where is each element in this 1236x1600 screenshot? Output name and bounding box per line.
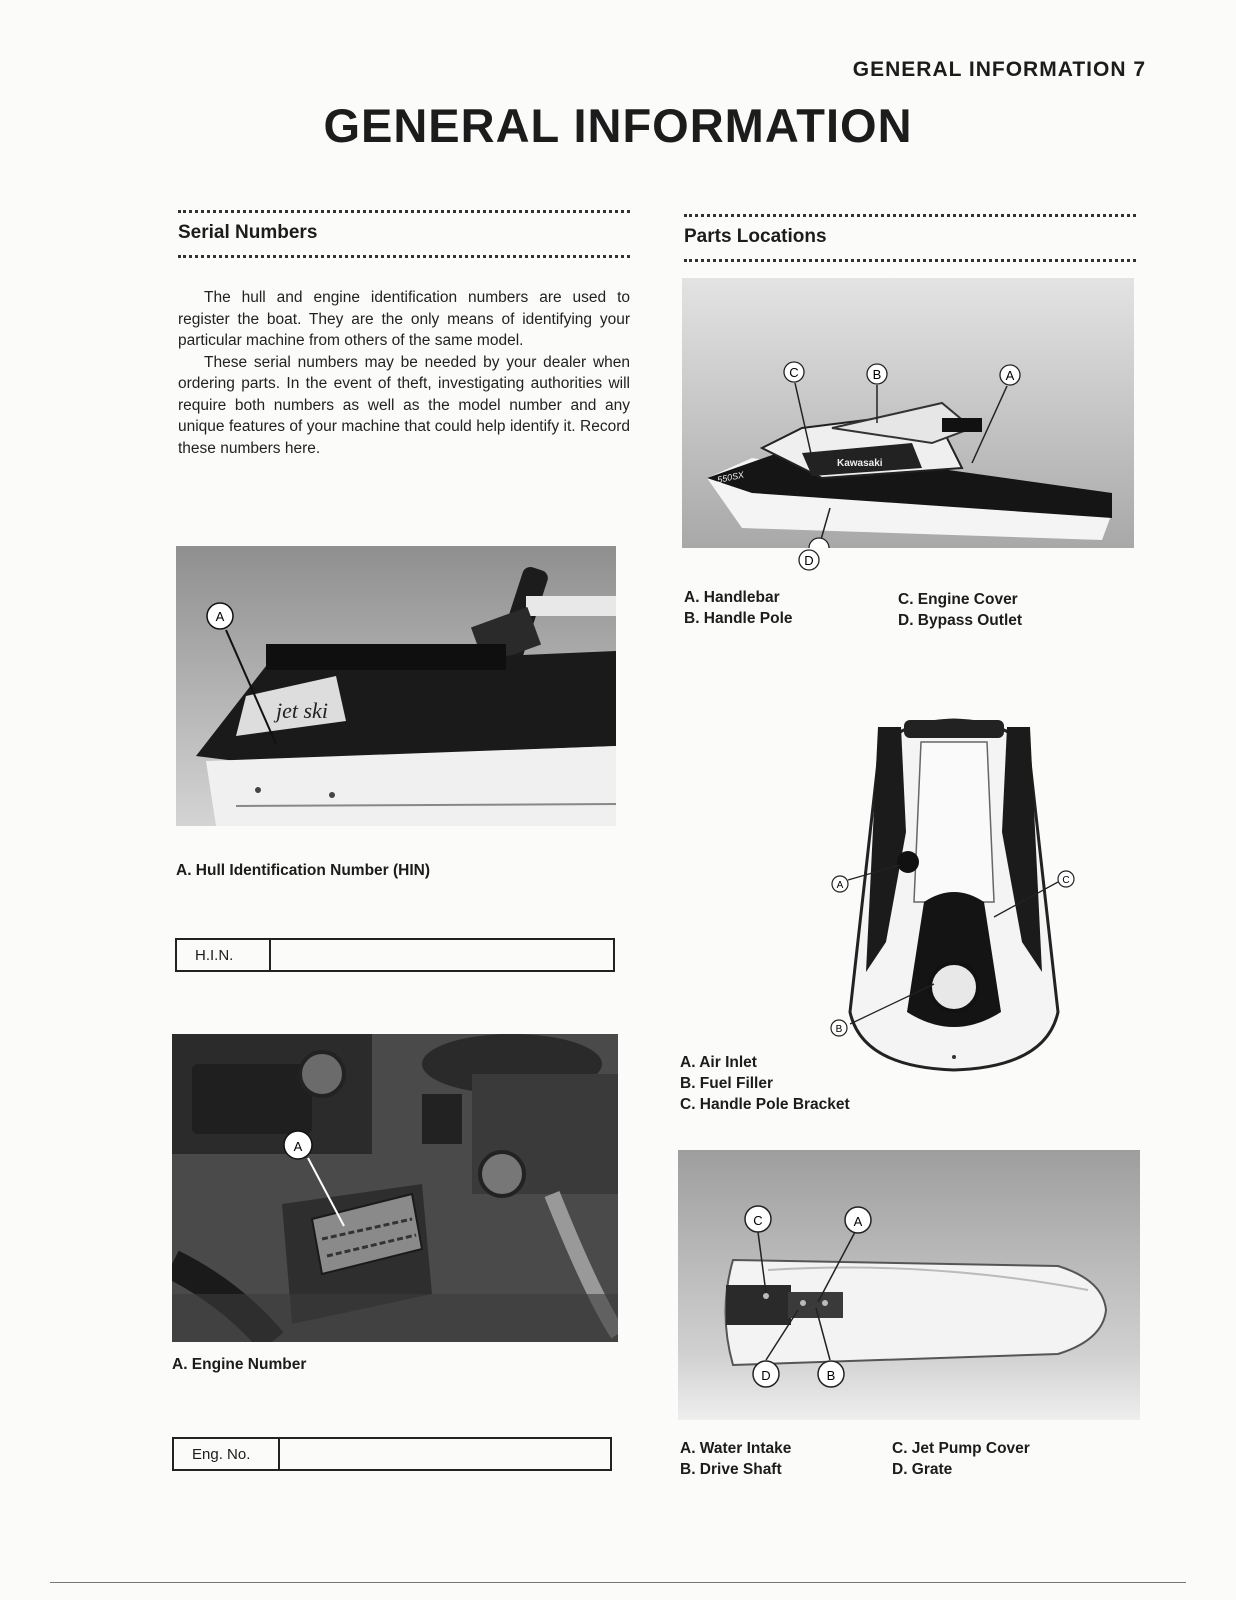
- legend-handle-pole-bracket: C. Handle Pole Bracket: [680, 1096, 850, 1113]
- engine-record-box: [172, 1437, 612, 1471]
- serial-numbers-text: [178, 287, 630, 459]
- engine-record-field[interactable]: [280, 1439, 610, 1469]
- serial-numbers-heading: Serial Numbers: [178, 210, 630, 258]
- bottom-view-legend-right: [892, 1438, 1030, 1480]
- legend-grate: D. Grate: [892, 1461, 953, 1478]
- parts-locations-heading: Parts Locations: [684, 214, 1136, 262]
- engine-callout-a: A: [293, 1139, 303, 1154]
- hin-record-box: [175, 938, 615, 972]
- legend-air-inlet: A. Air Inlet: [680, 1054, 757, 1071]
- engine-caption: A. Engine Number: [172, 1356, 307, 1373]
- serial-numbers-paragraph-2: These serial numbers may be needed by your dealer when ordering parts. In the event of theft, investigating authorities will require both numbers as well as the model number and any unique features of your machine that could help identify it. Record these numbers here.: [178, 353, 630, 457]
- top-view-legend: [680, 1052, 850, 1115]
- bottom-view-callout-c: C: [753, 1213, 763, 1228]
- side-view-brand-decal: Kawasaki: [837, 458, 883, 469]
- side-view-callout-a: A: [1005, 368, 1015, 383]
- side-view-callout-b: B: [872, 367, 882, 382]
- hin-record-label: H.I.N.: [177, 940, 271, 970]
- hin-record-field[interactable]: [271, 940, 613, 970]
- bottom-view-callout-d: D: [761, 1368, 771, 1383]
- legend-jet-pump-cover: C. Jet Pump Cover: [892, 1440, 1030, 1457]
- bottom-view-legend-left: [680, 1438, 791, 1480]
- engine-number-photo: [172, 1034, 618, 1342]
- side-view-callout-d-marker: [794, 546, 824, 576]
- serial-numbers-paragraph-1: The hull and engine identification numbers are used to register the boat. They are the only means of identifying your particular machine from others of the same model.: [178, 289, 630, 349]
- engine-record-label: Eng. No.: [174, 1439, 280, 1469]
- bottom-view-callout-a: A: [853, 1214, 863, 1229]
- hin-location-photo: [176, 546, 616, 826]
- top-view-photo: [826, 712, 1082, 1074]
- side-view-callout-d: D: [804, 553, 814, 568]
- bottom-view-photo: [678, 1150, 1140, 1420]
- legend-handle-pole: B. Handle Pole: [684, 610, 793, 627]
- side-view-model-decal: 550SX: [716, 469, 745, 485]
- side-view-legend-right: [898, 589, 1022, 631]
- top-view-callout-b: B: [835, 1024, 843, 1035]
- page-title: GENERAL INFORMATION: [323, 99, 913, 152]
- legend-water-intake: A. Water Intake: [680, 1440, 792, 1457]
- legend-drive-shaft: B. Drive Shaft: [680, 1461, 782, 1478]
- bottom-view-callout-b: B: [826, 1368, 836, 1383]
- top-view-callout-a: A: [836, 880, 844, 891]
- side-view-callout-c: C: [789, 365, 799, 380]
- running-head: GENERAL INFORMATION 7: [852, 58, 1146, 81]
- legend-fuel-filler: B. Fuel Filler: [680, 1075, 774, 1092]
- top-view-callout-c: C: [1062, 875, 1070, 886]
- side-view-photo: [682, 278, 1134, 548]
- hin-callout-a: A: [215, 609, 225, 624]
- footer-rule: [50, 1582, 1186, 1583]
- legend-bypass-outlet: D. Bypass Outlet: [898, 612, 1023, 629]
- hin-jetski-decal: jet ski: [276, 698, 328, 723]
- side-view-legend-left: [684, 587, 793, 629]
- legend-handlebar: A. Handlebar: [684, 589, 780, 606]
- hin-caption: A. Hull Identification Number (HIN): [176, 862, 431, 879]
- legend-engine-cover: C. Engine Cover: [898, 591, 1018, 608]
